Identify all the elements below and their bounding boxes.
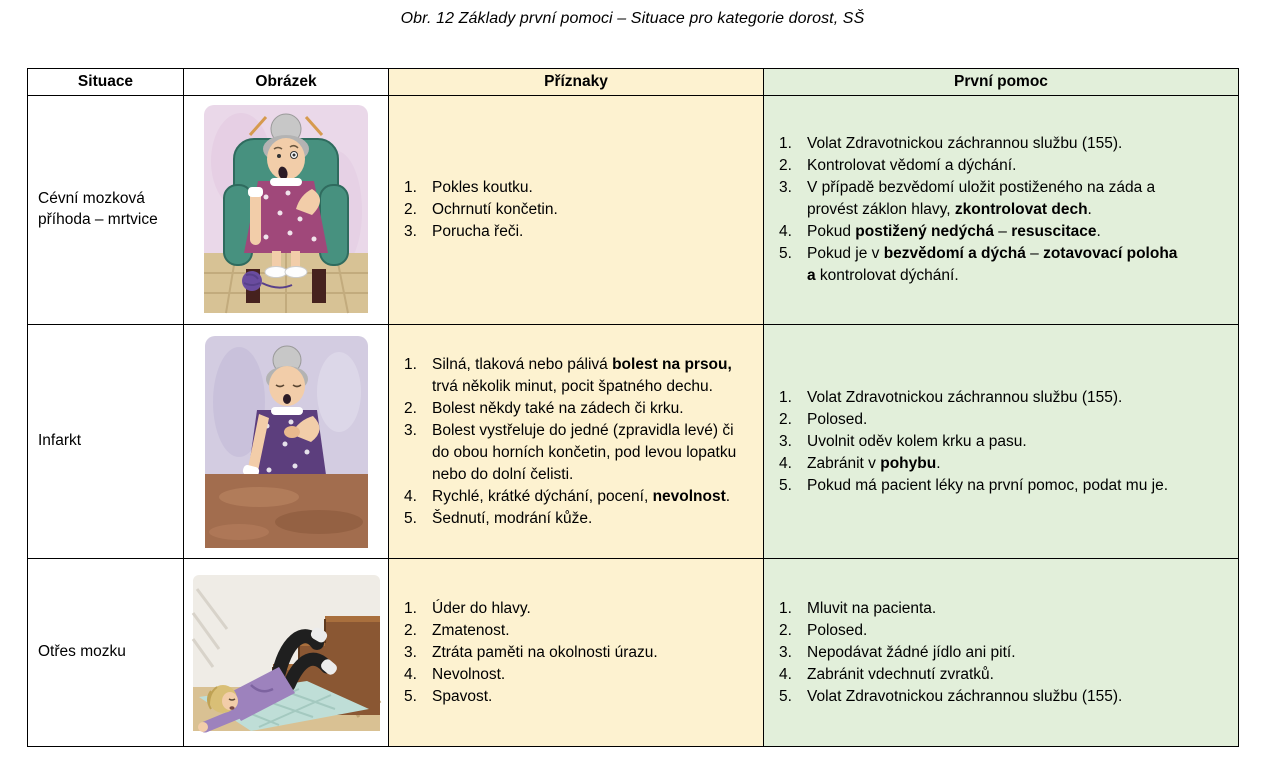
symptoms-cell [389, 96, 764, 325]
heart-attack-grandma-illustration [199, 332, 374, 552]
list-item: Volat Zdravotnickou záchrannou službu (155). [807, 687, 1123, 705]
list-item: V případě bezvědomí uložit postiženého na záda a provést záklon hlavy, zkontrolovat dech. [807, 179, 1156, 218]
illustration-cell [184, 559, 389, 747]
first-aid-list [765, 598, 1237, 708]
list-item: Spavost. [432, 687, 493, 705]
table-row-concussion [28, 559, 1239, 747]
illustration-cell [184, 325, 389, 559]
list-item: Pokud postižený nedýchá – resuscitace. [807, 223, 1101, 240]
list-item: Šednutí, modrání kůže. [432, 509, 593, 527]
list-item: Ztráta paměti na okolnosti úrazu. [432, 643, 658, 661]
header-situace: Situace [28, 69, 184, 96]
stroke-grandma-armchair-illustration [196, 101, 376, 319]
header-priznaky: Příznaky [389, 69, 764, 96]
header-prvni-pomoc: První pomoc [764, 69, 1239, 96]
list-item: Nevolnost. [432, 665, 506, 683]
first-aid-cell [764, 96, 1239, 325]
symptoms-list [390, 598, 762, 708]
list-item: Silná, tlaková nebo pálivá bolest na prsou, trvá několik minut, pocit špatného dechu. [432, 355, 732, 395]
situation-label: Cévní mozková příhoda – mrtvice [28, 96, 184, 325]
list-item: Polosed. [807, 621, 868, 639]
first-aid-cell [764, 559, 1239, 747]
list-item: Pokud má pacient léky na první pomoc, podat mu je. [807, 476, 1169, 494]
situation-label: Infarkt [28, 325, 184, 559]
list-item: Ochrnutí končetin. [432, 201, 558, 218]
symptoms-list [390, 354, 762, 530]
list-item: Polosed. [807, 410, 868, 428]
list-item: Nepodávat žádné jídlo ani pití. [807, 643, 1016, 661]
situation-label: Otřes mozku [28, 559, 184, 747]
list-item: Zabránit v pohybu. [807, 454, 941, 472]
list-item: Pokles koutku. [432, 179, 533, 196]
first-aid-list [765, 387, 1237, 497]
list-item: Zmatenost. [432, 621, 510, 639]
first-aid-cell [764, 325, 1239, 559]
list-item: Rychlé, krátké dýchání, pocení, nevolnost. [432, 487, 731, 505]
illustration-cell [184, 96, 389, 325]
fall-down-stairs-illustration [189, 569, 384, 737]
list-item: Volat Zdravotnickou záchrannou službu (155). [807, 135, 1123, 152]
table-row-heart-attack [28, 325, 1239, 559]
list-item: Porucha řeči. [432, 223, 524, 240]
first-aid-table [27, 68, 1239, 747]
table-row-stroke [28, 96, 1239, 325]
symptoms-cell [389, 559, 764, 747]
list-item: Volat Zdravotnickou záchrannou službu (155). [807, 388, 1123, 406]
table-header-row [28, 69, 1239, 96]
list-item: Úder do hlavy. [432, 599, 531, 617]
list-item: Zabránit vdechnutí zvratků. [807, 665, 994, 683]
list-item: Pokud je v bezvědomí a dýchá – zotavovací poloha a kontrolovat dýchání. [807, 245, 1178, 284]
first-aid-list [765, 133, 1237, 287]
list-item: Bolest vystřeluje do jedné (zpravidla levé) či do obou horních končetin, pod levou lopatku nebo do dolní čelisti. [432, 421, 737, 483]
list-item: Bolest někdy také na zádech či krku. [432, 399, 684, 417]
list-item: Kontrolovat vědomí a dýchání. [807, 157, 1017, 174]
symptoms-list [390, 177, 762, 243]
symptoms-cell [389, 325, 764, 559]
header-obrazek: Obrázek [184, 69, 389, 96]
list-item: Mluvit na pacienta. [807, 599, 937, 617]
list-item: Uvolnit oděv kolem krku a pasu. [807, 432, 1027, 450]
figure-caption: Obr. 12 Základy první pomoci – Situace pro kategorie dorost, SŠ [400, 10, 865, 27]
